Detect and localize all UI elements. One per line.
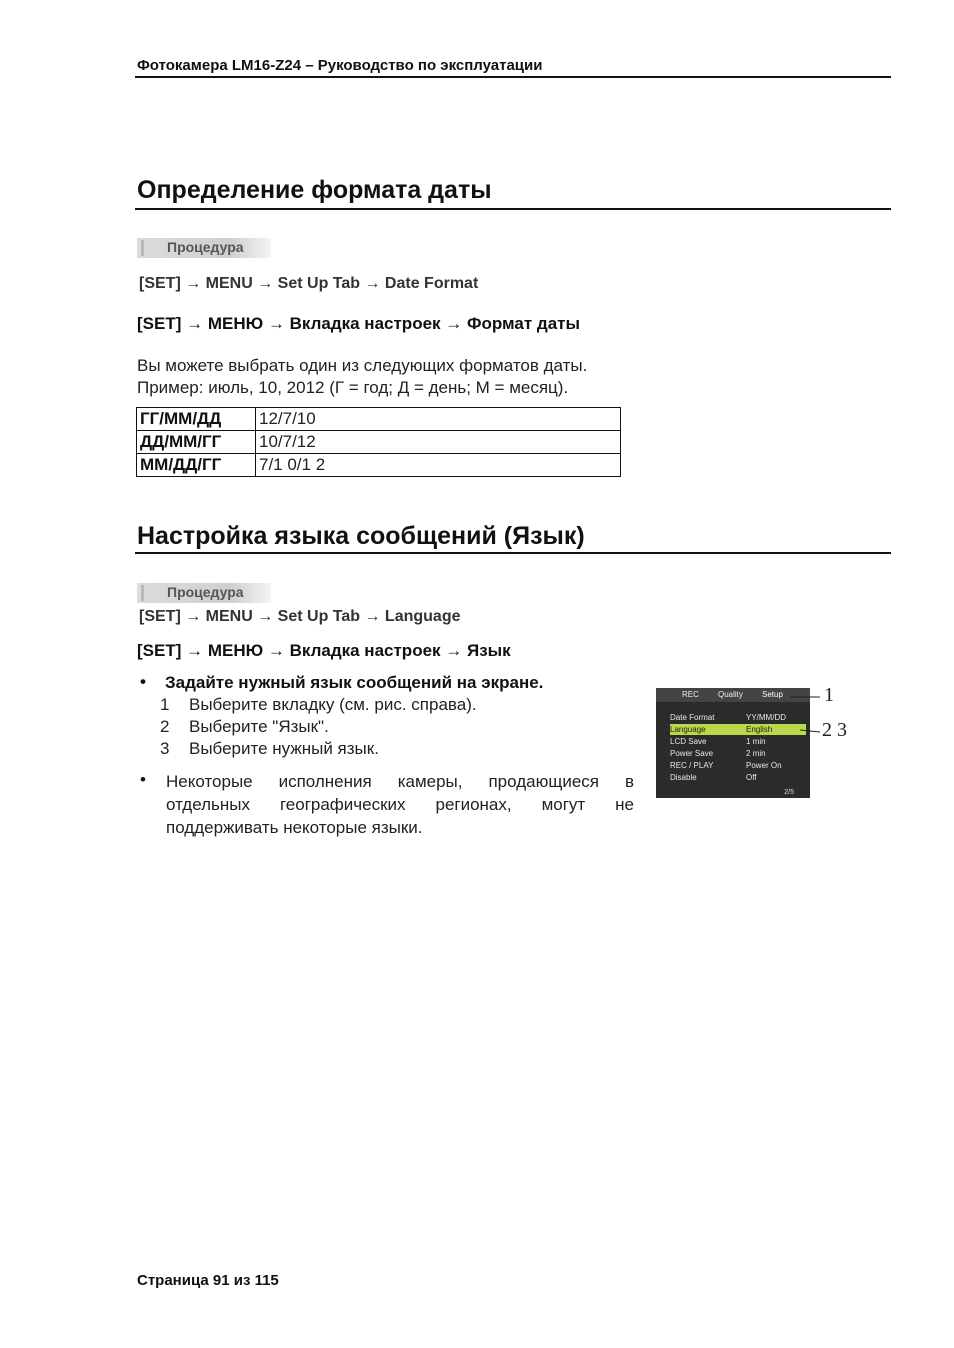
menu-path-english: [SET] → MENU → Set Up Tab → Date Format [139, 275, 479, 292]
intro-text-line1: Вы можете выбрать один из следующих форматов даты. [137, 356, 588, 375]
camera-row-label: REC / PLAY [670, 761, 714, 770]
menu-path-russian: [SET] → МЕНЮ → Вкладка настроек → Язык [137, 641, 511, 660]
callout-number-2-3: 2 3 [822, 719, 847, 741]
camera-menu-row [670, 760, 806, 771]
date-format-table [136, 407, 621, 477]
procedure-label: Процедура [167, 239, 244, 255]
page-number-footer: Страница 91 из 115 [137, 1272, 279, 1289]
camera-row-label: Date Format [670, 713, 715, 722]
procedure-badge-bar [141, 240, 144, 256]
procedure-badge-bar [141, 585, 144, 601]
example-cell: 7/1 0/1 2 [256, 454, 621, 477]
callout-line-2 [800, 730, 820, 732]
section-heading-date-format: Определение формата даты [137, 176, 492, 204]
camera-row-label: Power Save [670, 749, 714, 758]
document-header-title: Фотокамера LM16-Z24 – Руководство по эксплуатации [137, 57, 543, 74]
camera-row-label: LCD Save [670, 737, 707, 746]
camera-row-value: Off [746, 773, 757, 782]
camera-menu-row [670, 772, 806, 783]
intro-text-line2: Пример: июль, 10, 2012 (Г = год; Д = день; М = месяц). [137, 378, 569, 397]
camera-row-value: YY/MM/DD [746, 713, 786, 722]
header-divider [135, 76, 891, 78]
camera-page-indicator: 2/5 [784, 789, 794, 796]
camera-row-value: 1 min [746, 737, 766, 746]
camera-row-value: 2 min [746, 749, 766, 758]
procedure-badge [137, 583, 271, 603]
step-number: 3 [160, 739, 170, 758]
procedure-label: Процедура [167, 584, 244, 600]
camera-row-label: Language [670, 725, 706, 734]
table-row [137, 431, 621, 454]
bullet-icon: • [140, 770, 146, 789]
step-text: Выберите "Язык". [189, 717, 329, 736]
format-cell: ГГ/ММ/ДД [137, 408, 256, 431]
table-row [137, 454, 621, 477]
bullet-icon: • [140, 672, 146, 691]
note-paragraph: Некоторые исполнения камеры, продающиеся в отдельных географических регионах, могут не поддерживать некоторые языки. [166, 772, 634, 837]
example-cell: 10/7/12 [256, 431, 621, 454]
callout-number-1: 1 [824, 684, 834, 706]
camera-row-value: English [746, 725, 773, 734]
section-heading-language: Настройка языка сообщений (Язык) [137, 522, 585, 550]
step-text: Выберите нужный язык. [189, 739, 379, 758]
example-cell: 12/7/10 [256, 408, 621, 431]
section-divider [135, 552, 891, 554]
camera-menu-row [670, 748, 806, 759]
menu-path-russian: [SET] → МЕНЮ → Вкладка настроек → Формат даты [137, 314, 580, 333]
camera-tab-setup: Setup [762, 690, 783, 699]
camera-row-label: Disable [670, 773, 697, 782]
step-number: 1 [160, 695, 170, 714]
procedure-badge [137, 238, 271, 258]
step-text: Выберите вкладку (см. рис. справа). [189, 695, 477, 714]
menu-path-english: [SET] → MENU → Set Up Tab → Language [139, 608, 461, 625]
format-cell: ДД/ММ/ГГ [137, 431, 256, 454]
camera-tab-rec: REC [682, 690, 699, 699]
section-divider [135, 208, 891, 210]
camera-row-value: Power On [746, 761, 782, 770]
table-row [137, 408, 621, 431]
format-cell: ММ/ДД/ГГ [137, 454, 256, 477]
camera-tab-quality: Quality [718, 690, 743, 699]
step-number: 2 [160, 717, 170, 736]
instruction-bold: Задайте нужный язык сообщений на экране. [165, 673, 544, 692]
